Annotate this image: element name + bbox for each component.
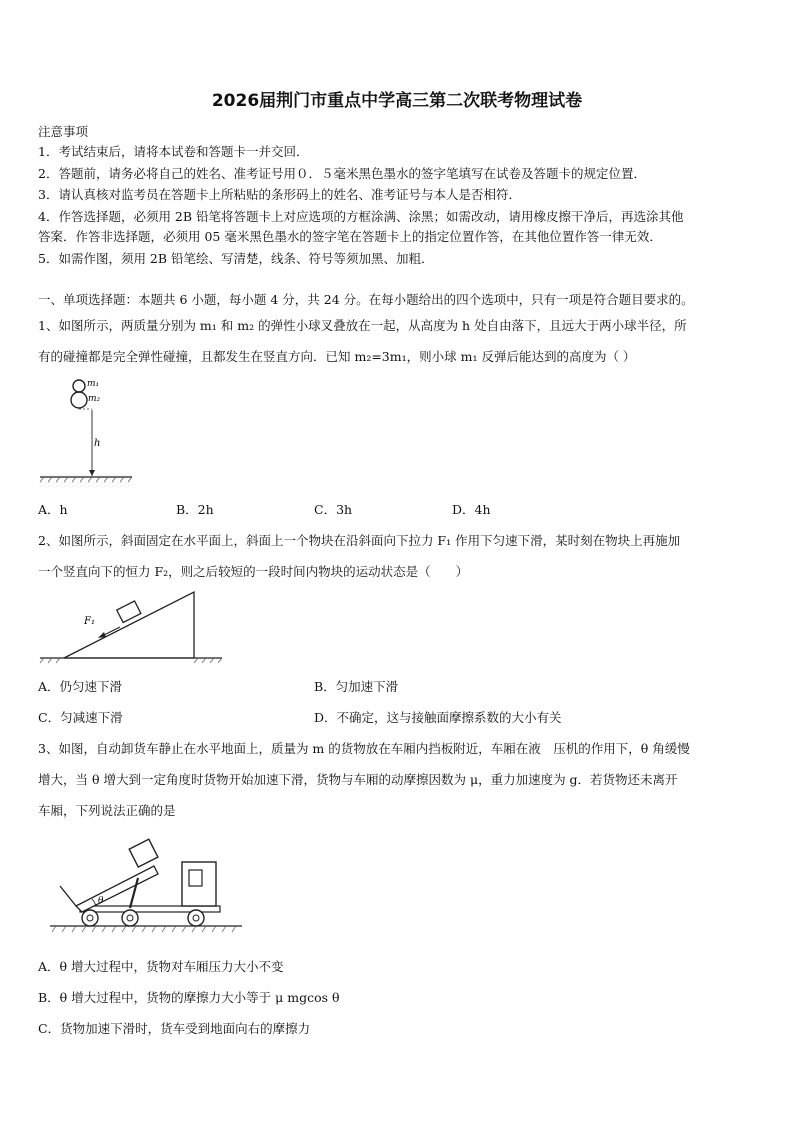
label-m1: m₁	[87, 379, 100, 389]
label-theta: θ	[98, 896, 104, 906]
question-1-text: 1、如图所示，两质量分别为 m₁ 和 m₂ 的弹性小球叉叠放在一起，从高度为 h 处自由落下，且远大于两小球半径，所	[38, 318, 687, 333]
question-2-text: 一个竖直向下的恒力 F₂，则之后较短的一段时间内物块的运动状态是（ ）	[38, 564, 469, 579]
q2-option-d[interactable]: D．不确定，这与接触面摩擦系数的大小有关	[314, 710, 562, 725]
notice-item: 3．请认真核对监考员在答题卡上所粘贴的条形码上的姓名、准考证号与本人是否相符．	[38, 187, 521, 202]
question-3-text: 车厢，下列说法正确的是	[38, 803, 176, 818]
label-m2: m₂	[88, 394, 101, 404]
q1-option-a[interactable]: A．h	[38, 502, 68, 517]
q3-option-a[interactable]: A．θ 增大过程中，货物对车厢压力大小不变	[38, 959, 284, 974]
q1-option-d[interactable]: D．4h	[452, 502, 491, 517]
ball-m1	[73, 380, 85, 392]
notice-heading: 注意事项	[38, 124, 89, 139]
label-h: h	[94, 438, 101, 449]
notice-item: 2．答题前，请务必将自己的姓名、准考证号用０．５毫米黑色墨水的签字笔填写在试卷及答题卡的规定位置．	[38, 166, 646, 181]
q3-option-b[interactable]: B．θ 增大过程中，货物的摩擦力大小等于 μ mgcos θ	[38, 990, 340, 1005]
question-1-text: 有的碰撞都是完全弹性碰撞，且都发生在竖直方向．已知 m₂=3m₁，则小球 m₁ 反弹后能达到的高度为（ ）	[38, 349, 636, 364]
question-2-text: 2、如图所示，斜面固定在水平面上，斜面上一个物块在沿斜面向下拉力 F₁ 作用下匀速下滑，某时刻在物块上再施加	[38, 533, 681, 548]
block	[117, 601, 141, 623]
q1-option-b[interactable]: B．2h	[176, 502, 214, 517]
q3-option-c[interactable]: C．货物加速下滑时，货车受到地面向右的摩擦力	[38, 1021, 311, 1036]
question-3-figure	[46, 832, 246, 940]
tailgate	[60, 886, 76, 906]
truck-bed	[76, 866, 158, 912]
cargo-box	[129, 839, 158, 867]
question-2-figure	[38, 588, 224, 666]
question-1-figure	[36, 372, 136, 484]
question-3-text: 增大，当 θ 增大到一定角度时货物开始加速下滑，货物与车厢的动摩擦因数为 μ，重力加速度为 g．若货物还未离开	[38, 772, 678, 787]
exam-title: 2026届荆门市重点中学高三第二次联考物理试卷	[211, 91, 583, 111]
question-3-text: 3、如图，自动卸货车静止在水平地面上，质量为 m 的货物放在车厢内挡板附近，车厢在液 压机的作用下，θ 角缓慢	[38, 741, 690, 756]
q2-option-a[interactable]: A．仍匀速下滑	[38, 679, 123, 694]
section-heading: 一、单项选择题：本题共 6 小题，每小题 4 分，共 24 分。在每小题给出的四个选项中，只有一项是符合题目要求的。	[38, 292, 694, 307]
ball-m2	[71, 392, 87, 408]
cab-window	[189, 870, 202, 886]
q2-option-b[interactable]: B．匀加速下滑	[314, 679, 399, 694]
notice-item: 1．考试结束后，请将本试卷和答题卡一并交回．	[38, 144, 309, 159]
q2-option-c[interactable]: C．匀减速下滑	[38, 710, 123, 725]
q1-option-c[interactable]: C．3h	[314, 502, 353, 517]
label-f1: F₁	[84, 616, 95, 627]
notice-item: 4．作答选择题，必须用 2B 铅笔将答题卡上对应选项的方框涂满、涂黑；如需改动，请用橡皮擦干净后，再选涂其他	[38, 209, 684, 224]
notice-item: 答案．作答非选择题，必须用 05 毫米黑色墨水的签字笔在答题卡上的指定位置作答，在其他位置作答一律无效．	[38, 229, 662, 244]
notice-item: 5．如需作图，须用 2B 铅笔绘、写清楚，线条、符号等须加黑、加粗．	[38, 251, 434, 266]
